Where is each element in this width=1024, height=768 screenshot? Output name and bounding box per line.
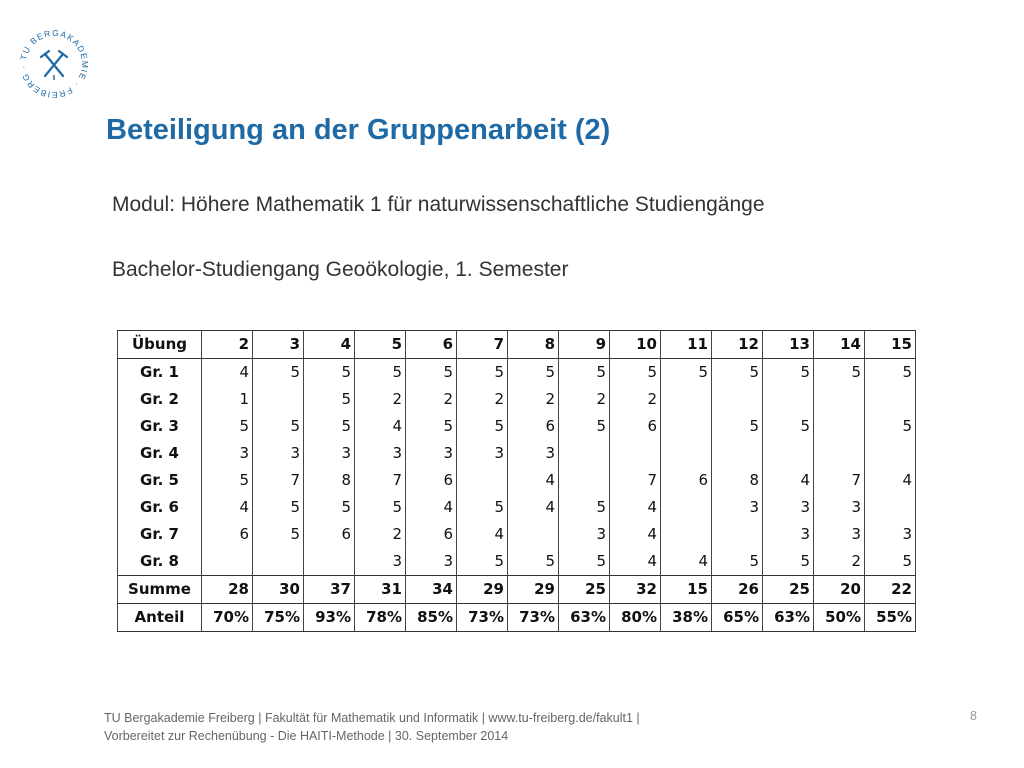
table-cell [661,521,712,548]
table-cell: 5 [661,359,712,387]
table-cell: 5 [304,386,355,413]
table-cell [661,440,712,467]
svg-text:TU BERGAKADEMIE · FREIBERG ·: TU BERGAKADEMIE · FREIBERG · [17,27,91,101]
table-cell: 5 [253,521,304,548]
table-cell [508,521,559,548]
footer-line-2: Vorbereitet zur Rechenübung - Die HAITI-Methode | 30. September 2014 [104,729,509,743]
table-cell [304,548,355,576]
table-cell: 5 [304,413,355,440]
table-cell: 5 [865,413,916,440]
table-cell: 2 [610,386,661,413]
row-label: Gr. 8 [118,548,202,576]
table-cell: 5 [559,548,610,576]
table-cell: 5 [457,494,508,521]
column-header: 8 [508,331,559,359]
table-cell: 20 [814,576,865,604]
table-cell: 1 [202,386,253,413]
table-cell: 5 [457,359,508,387]
tu-freiberg-logo [14,24,94,104]
table-cell: 7 [355,467,406,494]
table-body [118,359,916,632]
table-row [118,359,916,387]
table-cell: 4 [763,467,814,494]
page-number: 8 [970,709,977,723]
table-cell: 2 [355,386,406,413]
table-cell: 5 [457,548,508,576]
table-cell: 4 [610,548,661,576]
table-cell [661,386,712,413]
table-cell: 63% [559,604,610,632]
table-cell [253,548,304,576]
table-cell: 3 [406,440,457,467]
table-cell: 38% [661,604,712,632]
table-cell: 2 [355,521,406,548]
table-cell: 3 [202,440,253,467]
row-label: Gr. 4 [118,440,202,467]
table-cell: 4 [202,494,253,521]
table-cell: 63% [763,604,814,632]
table-cell: 31 [355,576,406,604]
row-label: Gr. 7 [118,521,202,548]
table-cell: 65% [712,604,763,632]
header-label: Übung [118,331,202,359]
share-row [118,604,916,632]
table-cell: 2 [457,386,508,413]
table-cell: 5 [712,548,763,576]
table-cell: 3 [304,440,355,467]
table-cell: 4 [508,467,559,494]
table-cell: 30 [253,576,304,604]
table-row [118,494,916,521]
table-cell: 3 [559,521,610,548]
table-row [118,467,916,494]
table-cell: 5 [559,413,610,440]
sum-row [118,576,916,604]
table-cell: 3 [814,494,865,521]
table-cell: 4 [661,548,712,576]
table-cell: 5 [253,359,304,387]
table-cell [712,521,763,548]
table-cell: 3 [814,521,865,548]
row-label: Gr. 5 [118,467,202,494]
column-header: 12 [712,331,763,359]
table-cell [202,548,253,576]
table-cell: 6 [661,467,712,494]
table-cell [559,440,610,467]
column-header: 5 [355,331,406,359]
table-cell: 7 [814,467,865,494]
module-subtitle: Modul: Höhere Mathematik 1 für naturwissenschaftliche Studiengänge [112,193,765,216]
footer-line-1: TU Bergakademie Freiberg | Fakultät für Mathematik und Informatik | www.tu-freiberg.de/fakult1 | [104,711,640,725]
table-cell: 73% [457,604,508,632]
table-cell: 5 [202,467,253,494]
table-cell: 85% [406,604,457,632]
slide-title: Beteiligung an der Gruppenarbeit (2) [106,114,611,146]
table-cell: 5 [763,548,814,576]
table-cell [865,494,916,521]
column-header: 7 [457,331,508,359]
table-cell: 8 [304,467,355,494]
column-header: 15 [865,331,916,359]
table-cell: 34 [406,576,457,604]
table-cell: 70% [202,604,253,632]
table-cell: 4 [406,494,457,521]
table-cell: 3 [865,521,916,548]
table-cell: 4 [508,494,559,521]
table-cell: 75% [253,604,304,632]
table-cell: 5 [712,413,763,440]
table-cell: 4 [610,494,661,521]
table-cell: 6 [304,521,355,548]
table-cell [814,440,865,467]
table-cell: 5 [865,548,916,576]
table-cell [712,440,763,467]
table-cell: 4 [865,467,916,494]
table-cell: 29 [457,576,508,604]
table-cell: 50% [814,604,865,632]
table-cell [457,467,508,494]
table-cell: 3 [508,440,559,467]
table-row [118,386,916,413]
table-cell: 2 [814,548,865,576]
table-cell: 80% [610,604,661,632]
table-cell: 73% [508,604,559,632]
table-cell: 5 [508,548,559,576]
table-cell: 78% [355,604,406,632]
column-header: 6 [406,331,457,359]
table-row [118,440,916,467]
table-cell: 22 [865,576,916,604]
table-row [118,548,916,576]
column-header: 9 [559,331,610,359]
table-cell: 6 [406,521,457,548]
column-header: 14 [814,331,865,359]
table-cell: 5 [253,494,304,521]
table-cell: 6 [508,413,559,440]
table-cell: 93% [304,604,355,632]
table-cell: 5 [355,359,406,387]
table-cell: 4 [355,413,406,440]
table-cell [763,386,814,413]
table-cell [253,386,304,413]
table-cell [610,440,661,467]
column-header: 4 [304,331,355,359]
column-header: 10 [610,331,661,359]
table-cell [814,413,865,440]
table-cell: 7 [610,467,661,494]
table-cell: 2 [406,386,457,413]
table-cell: 25 [763,576,814,604]
table-cell: 4 [457,521,508,548]
row-label: Gr. 1 [118,359,202,387]
table-cell: 5 [304,359,355,387]
row-label: Summe [118,576,202,604]
table-cell [661,413,712,440]
table-row [118,521,916,548]
column-header: 13 [763,331,814,359]
table-cell: 5 [559,359,610,387]
table-cell: 5 [814,359,865,387]
table-cell: 3 [763,521,814,548]
table-cell: 4 [610,521,661,548]
column-header: 3 [253,331,304,359]
table-cell: 5 [865,359,916,387]
table-cell: 37 [304,576,355,604]
table-cell: 3 [253,440,304,467]
table-cell: 28 [202,576,253,604]
table-cell [814,386,865,413]
table-cell: 29 [508,576,559,604]
table-cell: 5 [508,359,559,387]
table-cell: 5 [559,494,610,521]
table-cell [865,440,916,467]
row-label: Gr. 6 [118,494,202,521]
table-cell: 7 [253,467,304,494]
table-cell: 25 [559,576,610,604]
table-cell: 5 [763,413,814,440]
table-cell [661,494,712,521]
table-cell: 5 [406,359,457,387]
table-cell: 2 [508,386,559,413]
row-label: Gr. 2 [118,386,202,413]
table-cell: 3 [457,440,508,467]
table-cell: 3 [712,494,763,521]
table-cell: 6 [202,521,253,548]
table-cell: 5 [406,413,457,440]
table-cell [559,467,610,494]
table-cell: 5 [712,359,763,387]
table-cell: 55% [865,604,916,632]
table-cell: 5 [610,359,661,387]
table-cell: 5 [457,413,508,440]
table-cell: 5 [355,494,406,521]
table-cell: 15 [661,576,712,604]
participation-table [117,330,916,632]
table-cell: 2 [559,386,610,413]
table-cell: 3 [355,548,406,576]
table-cell: 32 [610,576,661,604]
table-cell: 5 [763,359,814,387]
table-header-row [118,331,916,359]
column-header: 11 [661,331,712,359]
table-cell: 26 [712,576,763,604]
row-label: Anteil [118,604,202,632]
table-row [118,413,916,440]
table-cell: 3 [763,494,814,521]
table-cell: 6 [610,413,661,440]
table-cell: 4 [202,359,253,387]
program-subtitle: Bachelor-Studiengang Geoökologie, 1. Semester [112,258,569,281]
table-cell [763,440,814,467]
table-cell: 6 [406,467,457,494]
row-label: Gr. 3 [118,413,202,440]
column-header: 2 [202,331,253,359]
table-cell: 5 [304,494,355,521]
table-cell: 3 [355,440,406,467]
table-cell [865,386,916,413]
footer [104,709,640,745]
table-cell: 8 [712,467,763,494]
table-cell: 3 [406,548,457,576]
table-cell [712,386,763,413]
table-cell: 5 [253,413,304,440]
table-cell: 5 [202,413,253,440]
